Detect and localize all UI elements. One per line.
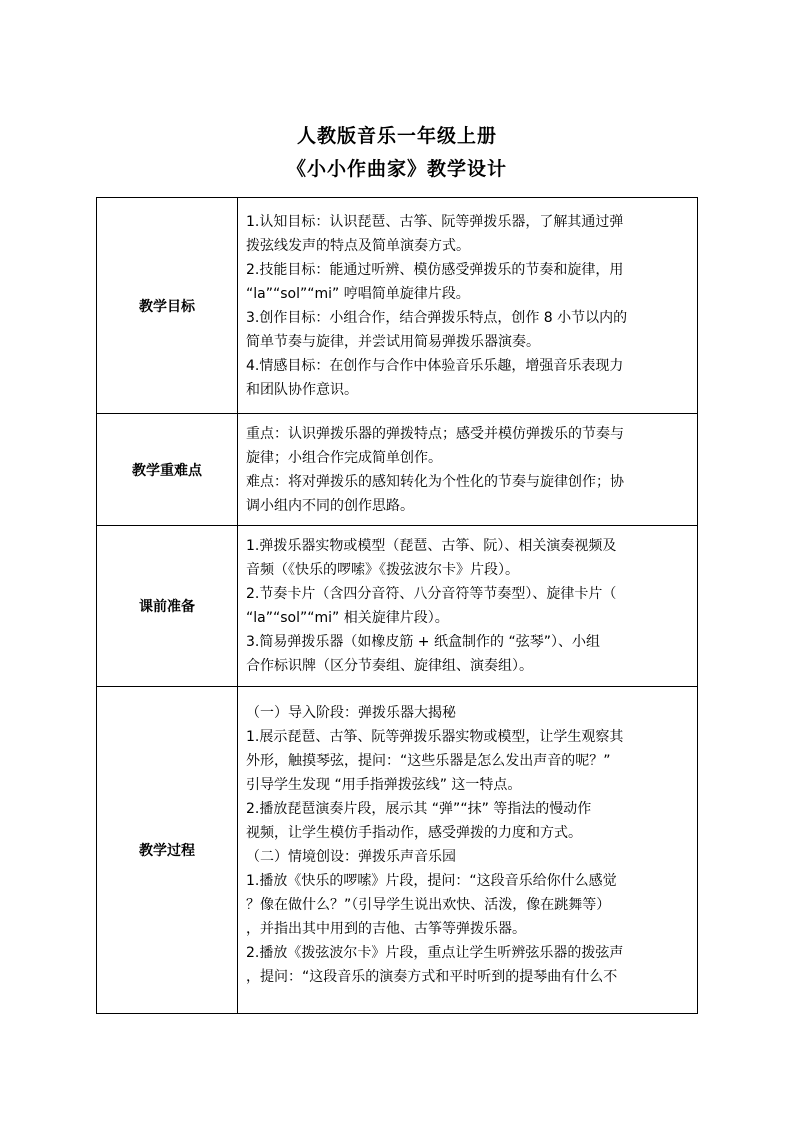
content-line: 1.认知目标：认识琵琶、古筝、阮等弹拨乐器，了解其通过弹: [246, 213, 624, 230]
content-line: 2.技能目标：能通过听辨、模仿感受弹拨乐的节奏和旋律，用: [246, 261, 624, 278]
document-title: 人教版音乐一年级上册: [296, 125, 497, 147]
row-label-objectives: 教学目标: [97, 198, 238, 414]
content-line: 1.展示琵琶、古筝、阮等弹拨乐器实物或模型，让学生观察其: [246, 729, 624, 745]
content-line: （二）情境创设：弹拨乐声音乐园: [246, 849, 456, 865]
content-line: 2.播放琵琶演奏片段，展示其 “弹”“抹” 等指法的慢动作: [246, 801, 592, 817]
row-content-preparation: [238, 526, 698, 687]
row-label-preparation: 课前准备: [97, 526, 238, 687]
table-row: [97, 526, 698, 687]
content-line: ，提问：“这段音乐的演奏方式和平时听到的提琴曲有什么不: [246, 969, 618, 985]
content-line: 难点：将对弹拨乐的感知转化为个性化的节奏与旋律创作；协: [246, 473, 624, 490]
content-line: 音频（《快乐的啰嗦》《拨弦波尔卡》片段）。: [246, 562, 519, 578]
content-line: 3.创作目标：小组合作，结合弹拨乐特点，创作 8 小节以内的: [246, 309, 628, 326]
content-line: ？像在做什么？”（引导学生说出欢快、活泼，像在跳舞等）: [246, 897, 611, 913]
content-line: 外形，触摸琴弦，提问：“这些乐器是怎么发出声音的呢？”: [246, 753, 611, 769]
content-line: 合作标识牌（区分节奏组、旋律组、演奏组）。: [246, 658, 533, 674]
row-content-objectives: [238, 198, 698, 414]
content-line: 引导学生发现 “用手指弹拨弦线” 这一特点。: [246, 777, 522, 793]
content-line: 简单节奏与旋律，并尝试用简易弹拨乐器演奏。: [246, 333, 540, 350]
row-content-key-points: [238, 414, 698, 526]
content-line: “la”“sol”“mi” 哼唱简单旋律片段。: [246, 285, 470, 302]
content-line: 重点：认识弹拨乐器的弹拨特点；感受并模仿弹拨乐的节奏与: [246, 425, 624, 442]
content-line: 2.节奏卡片（含四分音符、八分音符等节奏型）、旋律卡片（: [246, 586, 617, 602]
document-subtitle: 《小小作曲家》教学设计: [286, 158, 507, 180]
content-line: 3.简易弹拨乐器（如橡皮筋 + 纸盒制作的 “弦琴”）、小组: [246, 634, 600, 650]
row-label-key-points: 教学重难点: [97, 414, 238, 526]
content-line: 2.播放《拨弦波尔卡》片段，重点让学生听辨弦乐器的拨弦声: [246, 945, 624, 961]
content-line: （一）导入阶段：弹拨乐器大揭秘: [246, 705, 456, 721]
table-row: [97, 687, 698, 1014]
row-content-process: [238, 687, 698, 1014]
lesson-plan-table: [96, 197, 698, 1014]
content-line: 和团队协作意识。: [246, 381, 358, 398]
content-line: 视频，让学生模仿手指动作，感受弹拨的力度和方式。: [246, 825, 582, 841]
content-line: 1.播放《快乐的啰嗦》片段，提问：“这段音乐给你什么感觉: [246, 873, 617, 889]
content-line: 调小组内不同的创作思路。: [246, 497, 414, 514]
content-line: 旋律；小组合作完成简单创作。: [246, 449, 442, 466]
content-line: 拨弦线发声的特点及简单演奏方式。: [246, 237, 470, 254]
table-row: [97, 414, 698, 526]
content-line: 4.情感目标：在创作与合作中体验音乐乐趣，增强音乐表现力: [246, 357, 624, 374]
table-row: [97, 198, 698, 414]
content-line: “la”“sol”“mi” 相关旋律片段）。: [246, 610, 449, 626]
content-line: ，并指出其中用到的吉他、古筝等弹拨乐器。: [246, 921, 526, 937]
row-label-process: 教学过程: [97, 687, 238, 1014]
content-line: 1.弹拨乐器实物或模型（琵琶、古筝、阮）、相关演奏视频及: [246, 538, 617, 554]
